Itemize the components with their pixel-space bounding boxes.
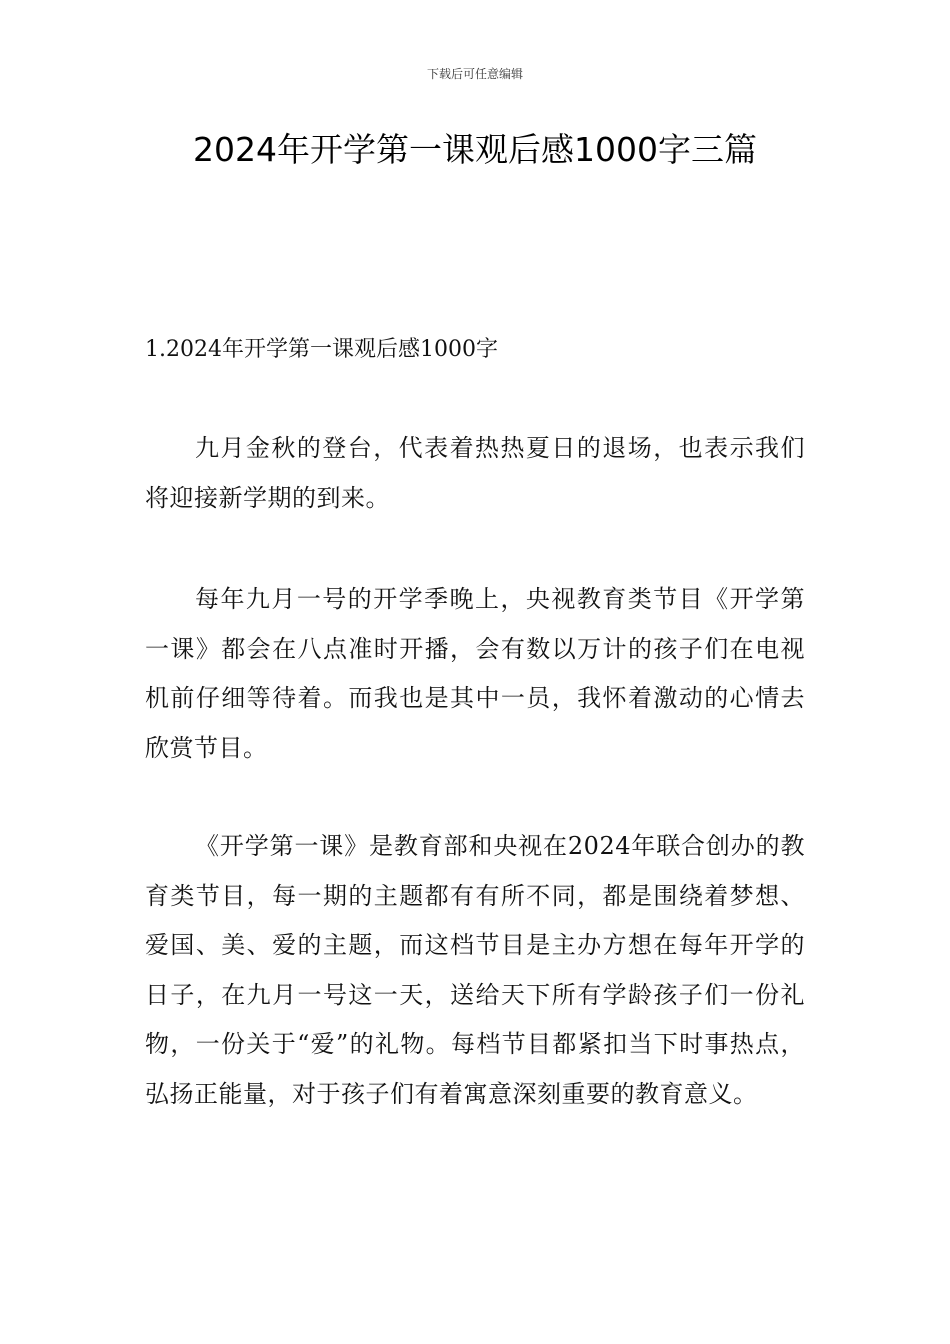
paragraph: 《开学第一课》是教育部和央视在2024年联合创办的教育类节目，每一期的主题都有有所不同，都是围绕着梦想、爱国、美、爱的主题，而这档节目是主办方想在每年开学的日子，在九月一号这一天，送给天下所有学龄孩子们一份礼物，一份关于“爱”的礼物。每档节目都紧扣当下时事热点，弘扬正能量，对于孩子们有着寓意深刻重要的教育意义。: [145, 832, 805, 1108]
paragraph: 九月金秋的登台，代表着热热夏日的退场，也表示我们将迎接新学期的到来。: [145, 434, 805, 512]
section-heading: 1.2024年开学第一课观后感1000字: [145, 337, 498, 362]
header-note: 下载后可任意编辑: [426, 67, 523, 81]
paragraph: 每年九月一号的开学季晚上，央视教育类节目《开学第一课》都会在八点准时开播，会有数以万计的孩子们在电视机前仔细等待着。而我也是其中一员，我怀着激动的心情去欣赏节目。: [145, 585, 805, 762]
document-title: 2024年开学第一课观后感1000字三篇: [193, 130, 757, 169]
